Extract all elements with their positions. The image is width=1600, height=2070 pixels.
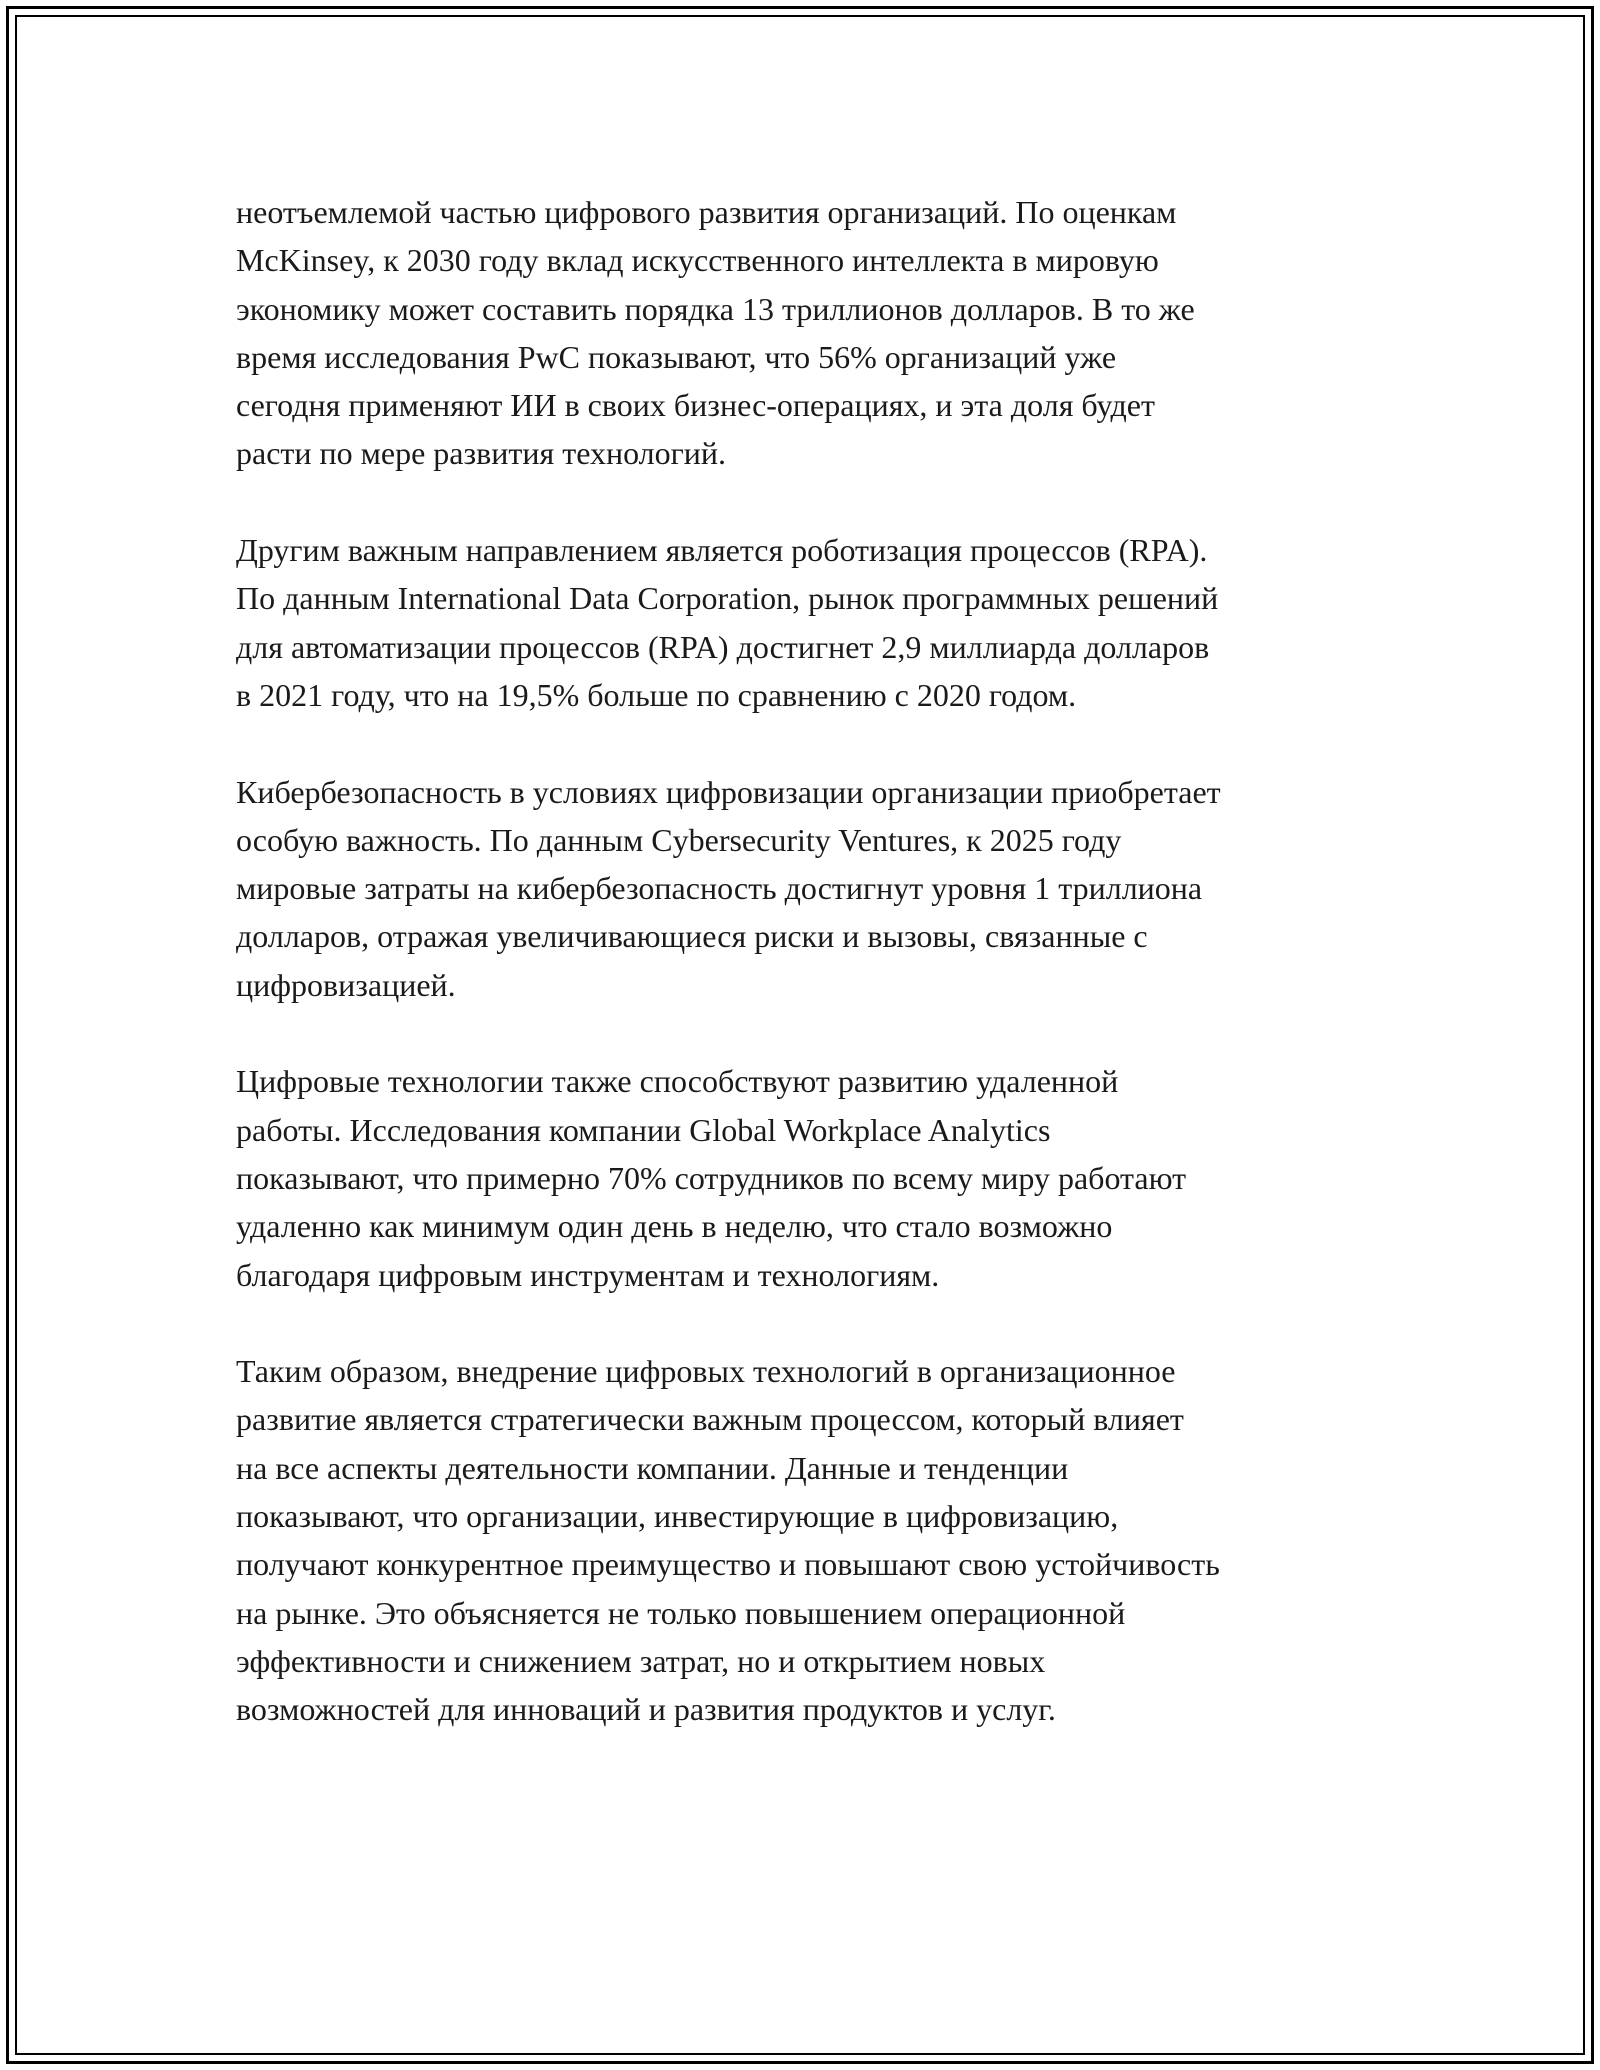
text-line: на все аспекты деятельности компании. Данные и тенденции xyxy=(236,1449,1069,1486)
text-line: долларов, отражая увеличивающиеся риски и вызовы, связанные с xyxy=(236,918,1148,955)
text-line: в 2021 году, что на 19,5% больше по сравнению с 2020 годом. xyxy=(236,676,1077,713)
paragraph-rpa xyxy=(236,526,1396,719)
text-line: благодаря цифровым инструментам и технологиям. xyxy=(236,1256,940,1293)
text-line: Кибербезопасность в условиях цифровизации организации приобретает xyxy=(236,773,1221,810)
text-line: Другим важным направлением является роботизация процессов (RPA). xyxy=(236,532,1208,569)
text-line: показывают, что примерно 70% сотрудников по всему миру работают xyxy=(236,1159,1187,1196)
text-line: экономику может составить порядка 13 триллионов долларов. В то же xyxy=(236,290,1195,327)
text-line: время исследования PwC показывают, что 56% организаций уже xyxy=(236,338,1117,375)
text-line: развитие является стратегически важным процессом, который влияет xyxy=(236,1401,1184,1438)
paragraph-conclusion xyxy=(236,1347,1396,1733)
text-line: неотъемлемой частью цифрового развития организаций. По оценкам xyxy=(236,194,1177,230)
text-line: расти по мере развития технологий. xyxy=(236,435,727,472)
text-line: особую важность. По данным Cybersecurity Ventures, к 2025 году xyxy=(236,821,1122,858)
text-line: на рынке. Это объясняется не только повышением операционной xyxy=(236,1594,1126,1631)
paragraph-cybersecurity xyxy=(236,768,1396,1009)
text-line: возможностей для инноваций и развития продуктов и услуг. xyxy=(236,1691,1056,1728)
text-line: мировые затраты на кибербезопасность достигнут уровня 1 триллиона xyxy=(236,870,1203,907)
paragraph-ai xyxy=(236,188,1396,478)
text-line: сегодня применяют ИИ в своих бизнес-операциях, и эта доля будет xyxy=(236,387,1155,424)
text-line: удаленно как минимум один день в неделю, что стало возможно xyxy=(236,1208,1113,1245)
text-line: McKinsey, к 2030 году вклад искусственного интеллекта в мировую xyxy=(236,242,1159,279)
text-line: для автоматизации процессов (RPA) достигнет 2,9 миллиарда долларов xyxy=(236,628,1210,665)
text-line: Таким образом, внедрение цифровых технологий в организационное xyxy=(236,1353,1176,1390)
text-line: Цифровые технологии также способствуют развитию удаленной xyxy=(236,1063,1119,1100)
paragraph-remote-work xyxy=(236,1057,1396,1298)
text-line: получают конкурентное преимущество и повышают свою устойчивость xyxy=(236,1546,1220,1583)
document-body xyxy=(236,188,1396,1782)
text-line: цифровизацией. xyxy=(236,966,456,1003)
text-line: показывают, что организации, инвестирующие в цифровизацию, xyxy=(236,1498,1119,1535)
text-line: эффективности и снижением затрат, но и открытием новых xyxy=(236,1642,1046,1679)
text-line: работы. Исследования компании Global Workplace Analytics xyxy=(236,1111,1051,1148)
text-line: По данным International Data Corporation, рынок программных решений xyxy=(236,580,1219,617)
